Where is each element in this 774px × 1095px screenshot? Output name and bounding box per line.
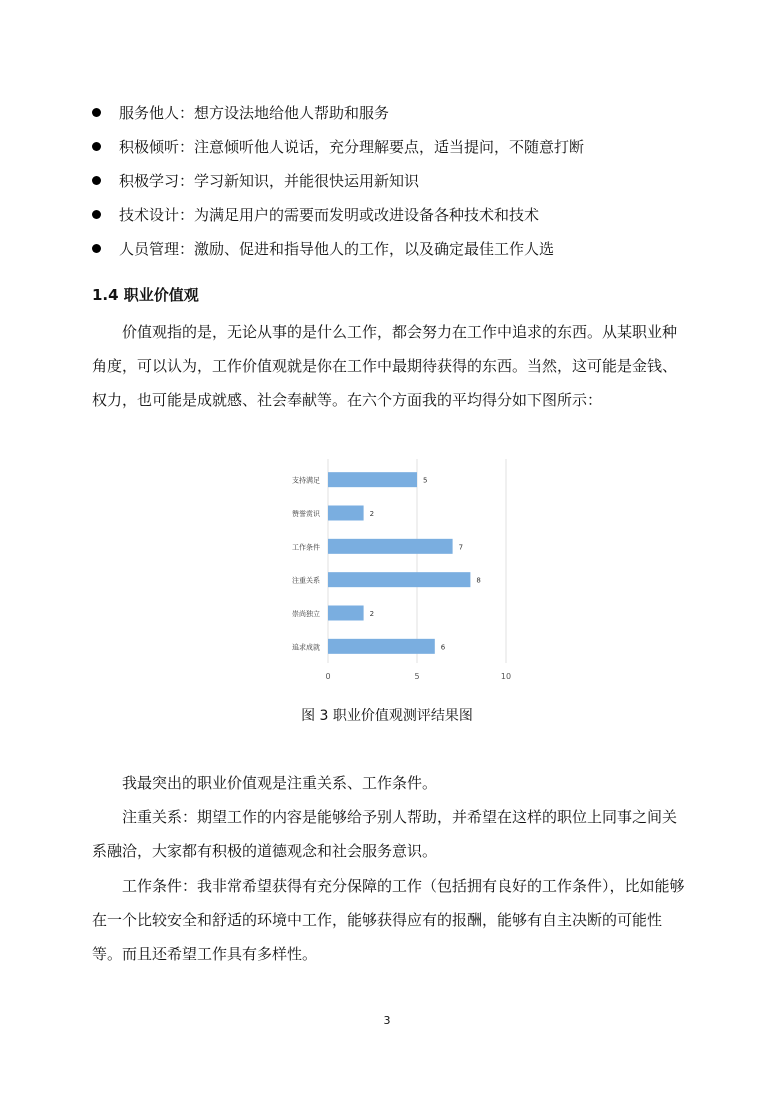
- bar: [328, 539, 453, 554]
- bullet-dot-icon: [92, 176, 101, 185]
- bar: [328, 506, 364, 521]
- x-tick-label: 0: [325, 672, 331, 681]
- bullet-dot-icon: [92, 244, 101, 253]
- bullet-item: [92, 100, 712, 134]
- x-tick-label: 5: [414, 672, 420, 681]
- category-label: 工作条件: [292, 543, 320, 552]
- bullet-item: [92, 134, 712, 168]
- data-label: 6: [440, 643, 446, 652]
- bar: [328, 639, 435, 654]
- bullet-dot-icon: [92, 142, 101, 151]
- data-label: 2: [369, 510, 375, 518]
- bar: [328, 606, 364, 621]
- category-label: 崇尚独立: [292, 610, 320, 618]
- bar: [328, 572, 470, 587]
- bullet-dot-icon: [92, 108, 101, 117]
- section-heading: 1.4 职业价值观: [92, 286, 199, 304]
- bullet-list: [92, 100, 712, 270]
- data-label: 7: [458, 543, 464, 552]
- category-label: 追求成就: [292, 643, 320, 652]
- relations-paragraph: 注重关系：期望工作的内容是能够给予别人帮助，并希望在这样的职位上同事之间关系融洽，大家都有积极的道德观念和社会服务意识。: [92, 808, 678, 860]
- chart-canvas: [270, 455, 532, 690]
- bullet-text: 技术设计：为满足用户的需要而发明或改进设备各种技术和技术: [119, 206, 540, 224]
- bullet-item: [92, 236, 712, 270]
- conditions-paragraph: 工作条件：我非常希望获得有充分保障的工作（包括拥有良好的工作条件），比如能够在一个比较安全和舒适的环境中工作，能够获得应有的报酬，能够有自主决断的可能性等。而且还希望工作具有多样性。: [92, 877, 685, 963]
- data-label: 8: [476, 576, 481, 585]
- bar: [328, 472, 417, 487]
- bullet-text: 积极学习：学习新知识，并能很快运用新知识: [119, 172, 420, 190]
- values-bar-chart: [270, 455, 532, 690]
- bullet-text: 服务他人：想方设法地给他人帮助和服务: [119, 104, 390, 122]
- bullet-text: 积极倾听：注意倾听他人说话，充分理解要点，适当提问，不随意打断: [119, 138, 585, 156]
- category-label: 赞誉赏识: [292, 510, 320, 518]
- category-label: 支持满足: [292, 476, 320, 485]
- category-label: 注重关系: [292, 576, 320, 585]
- bullet-dot-icon: [92, 210, 101, 219]
- data-label: 5: [423, 476, 428, 485]
- intro-paragraph: 价值观指的是，无论从事的是什么工作，都会努力在工作中追求的东西。从某职业种角度，可以认为，工作价值观就是你在工作中最期待获得的东西。当然，这可能是金钱、权力，也可能是成就感、社会奉献等。在六个方面我的平均得分如下图所示：: [92, 323, 678, 409]
- bullet-item: [92, 168, 712, 202]
- bullet-item: [92, 202, 712, 236]
- x-tick-label: 10: [500, 672, 512, 681]
- page-number: 3: [383, 1014, 391, 1027]
- bullet-text: 人员管理：激励、促进和指导他人的工作，以及确定最佳工作人选: [119, 240, 555, 258]
- data-label: 2: [369, 610, 375, 618]
- summary-paragraph: 我最突出的职业价值观是注重关系、工作条件。: [122, 774, 438, 792]
- figure-caption: 图 3 职业价值观测评结果图: [301, 708, 473, 724]
